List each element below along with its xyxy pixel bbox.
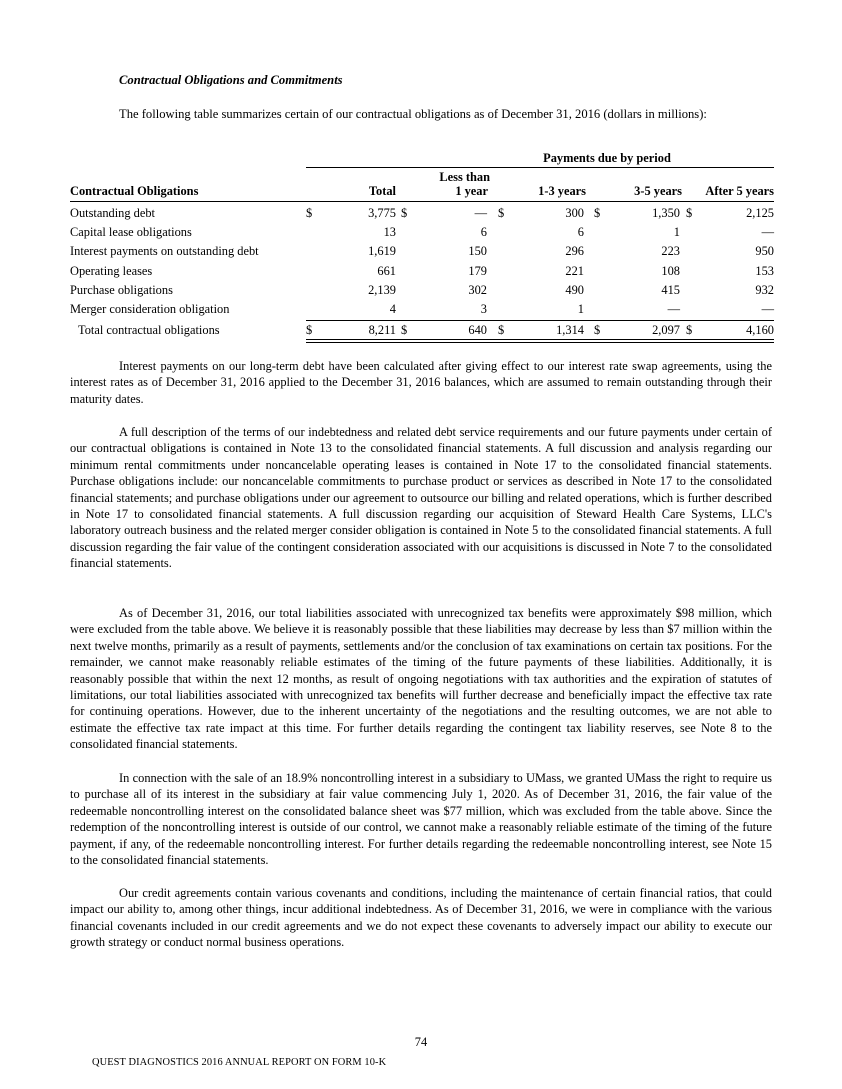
col-header-3-5-years: 3-5 years	[634, 184, 682, 198]
group-header: Payments due by period	[543, 151, 671, 165]
currency-symbol: $	[306, 323, 313, 337]
cell-lt1: —	[474, 206, 487, 220]
currency-symbol: $	[498, 206, 505, 220]
cell-y35: 415	[661, 282, 680, 297]
total-top-rule	[306, 320, 774, 321]
col-header-lt1-line2: 1 year	[455, 184, 488, 198]
currency-symbol: $	[686, 323, 693, 337]
currency-symbol: $	[401, 206, 408, 220]
paragraph: Interest payments on our long-term debt have been calculated after giving effect to our interest rate swap agreements, using the interest rates as of December 31, 2016 applied to the December 31, 2016 balances, which are assumed to remain outstanding through their maturity dates.	[70, 359, 772, 406]
currency-symbol: $	[401, 323, 408, 337]
col-header-after-5-years: After 5 years	[705, 184, 774, 198]
row-label: Operating leases	[70, 263, 153, 278]
cell-total: 2,139	[368, 282, 396, 297]
row-label: Capital lease obligations	[70, 225, 192, 240]
cell-y35: 223	[661, 244, 680, 259]
section-title: Contractual Obligations and Commitments	[119, 73, 343, 87]
col-header-label: Contractual Obligations	[70, 184, 199, 198]
table-row	[70, 301, 774, 320]
paragraph: As of December 31, 2016, our total liabilities associated with unrecognized tax benefits were approximately $98 million, which were excluded from the table above. We believe it is reasonably possible that these liabilities may decrease by less than $7 million within the next twelve months, primarily as a result of payments, settlements and/or the conclusion of tax examinations on certain tax positions. For the remainder, we cannot make reasonably reliable estimates of the timing of the future payments of these liabilities. Additionally, it is reasonably possible that within the next 12 months, as result of ongoing negotiations with tax authorities and the expiration of statutes of limitations, our total liabilities associated with unrecognized tax benefits will further decrease and beneficially impact the effective tax rate for continuing operations. However, due to the inherent uncertainty of the negotiations and the resulting outcomes, we are not able to estimate the effective tax rate impact at this time. For further details regarding the contingent tax liability reserves, see Note 8 to the consolidated financial statements.	[70, 606, 772, 752]
total-1-3: 1,314	[556, 323, 584, 337]
total-label: Total contractual obligations	[78, 323, 220, 337]
group-header-rule	[306, 167, 774, 168]
total-lt1: 640	[468, 323, 487, 337]
cell-after5: —	[761, 302, 774, 316]
cell-y13: 296	[565, 244, 584, 259]
currency-symbol: $	[498, 323, 505, 337]
cell-y13: 221	[565, 263, 584, 278]
currency-symbol: $	[306, 206, 313, 220]
row-label: Merger consideration obligation	[70, 302, 230, 316]
report-footer: QUEST DIAGNOSTICS 2016 ANNUAL REPORT ON FORM 10-K	[92, 1057, 387, 1068]
cell-y35: 1,350	[652, 206, 680, 220]
cell-after5: 2,125	[746, 206, 774, 220]
cell-total: 1,619	[368, 244, 396, 259]
cell-lt1: 179	[468, 263, 487, 278]
paragraph: In connection with the sale of an 18.9% noncontrolling interest in a subsidiary to UMass, we granted UMass the right to require us to purchase all of its interest in the subsidiary at fair value commencing July 1, 2020. As of December 31, 2016, the fair value of the redeemable noncontrolling interest on the consolidated balance sheet was $77 million, which was excluded from the table above. Since the redemption of the noncontrolling interest is outside of our control, we cannot make a reasonably reliable estimate of the timing of the future payment, if any, of the redeemable noncontrolling interest. For further details regarding the redeemable noncontrolling interest, see Note 15 to the consolidated financial statements.	[70, 771, 772, 868]
cell-y13: 300	[565, 206, 584, 220]
table-row	[70, 205, 774, 224]
cell-after5: 153	[755, 263, 774, 278]
cell-after5: 950	[755, 244, 774, 259]
cell-after5: —	[761, 225, 774, 240]
cell-lt1: 150	[468, 244, 487, 259]
table-row	[70, 224, 774, 243]
cell-y13: 1	[577, 302, 584, 316]
currency-symbol: $	[594, 323, 601, 337]
cell-after5: 932	[755, 282, 774, 297]
cell-y13: 6	[577, 225, 584, 240]
table-row	[70, 243, 774, 262]
cell-total: 661	[377, 263, 396, 278]
total-after5: 4,160	[746, 323, 774, 337]
header-bottom-rule	[70, 201, 774, 202]
currency-symbol: $	[594, 206, 601, 220]
total-3-5: 2,097	[652, 323, 680, 337]
row-label: Interest payments on outstanding debt	[70, 244, 259, 259]
total-total: 8,211	[368, 323, 396, 337]
cell-lt1: 3	[480, 302, 487, 316]
cell-lt1: 302	[468, 282, 487, 297]
paragraph: Our credit agreements contain various covenants and conditions, including the maintenance of certain financial ratios, that could impact our ability to, among other things, incur additional indebtedness. As of December 31, 2016, we were in compliance with the various financial covenants included in our credit agreements and we do not expect these covenants to adversely impact our ability to execute our growth strategy or conduct normal business operations.	[70, 886, 772, 950]
total-double-rule	[306, 339, 774, 343]
currency-symbol: $	[686, 206, 693, 220]
cell-y35: 108	[661, 263, 680, 278]
cell-total: 3,775	[368, 206, 396, 220]
cell-total: 13	[383, 225, 396, 240]
page-number: 74	[414, 1035, 428, 1049]
intro-text: The following table summarizes certain of our contractual obligations as of December 31, 2016 (dollars in millions):	[119, 107, 707, 121]
table-row	[70, 263, 774, 282]
col-header-1-3-years: 1-3 years	[538, 184, 586, 198]
cell-lt1: 6	[480, 225, 487, 240]
paragraph: A full description of the terms of our indebtedness and related debt service requirements and our future payments under certain of our contractual obligations is contained in Note 13 to the consolidated financial statements. A full discussion and analysis regarding our minimum rental commitments under noncancelable operating leases is contained in Note 17 to the consolidated financial statements. Purchase obligations include: our noncancelable commitments to purchase product or services as described in Note 17 to the consolidated financial statements; and purchase obligations under our agreement to outsource our billing and related operations, which is further described in Note 17 to consolidated financial statements. A full discussion regarding our acquisition of Steward Health Care Systems, LLC's laboratory outreach business and the related merger consider obligation is contained in Note 5 to the consolidated financial statements. A full discussion regarding the fair value of the contingent consideration associated with our acquisitions is discussed in Note 7 to the consolidated financial statements.	[70, 425, 772, 571]
col-header-lt1-line1: Less than	[439, 170, 490, 184]
cell-y35: —	[667, 302, 680, 316]
cell-y35: 1	[673, 225, 680, 240]
cell-y13: 490	[565, 282, 584, 297]
cell-total: 4	[389, 302, 396, 316]
row-label: Purchase obligations	[70, 282, 173, 297]
table-row	[70, 282, 774, 301]
row-label: Outstanding debt	[70, 206, 156, 220]
col-header-total: Total	[368, 184, 396, 198]
